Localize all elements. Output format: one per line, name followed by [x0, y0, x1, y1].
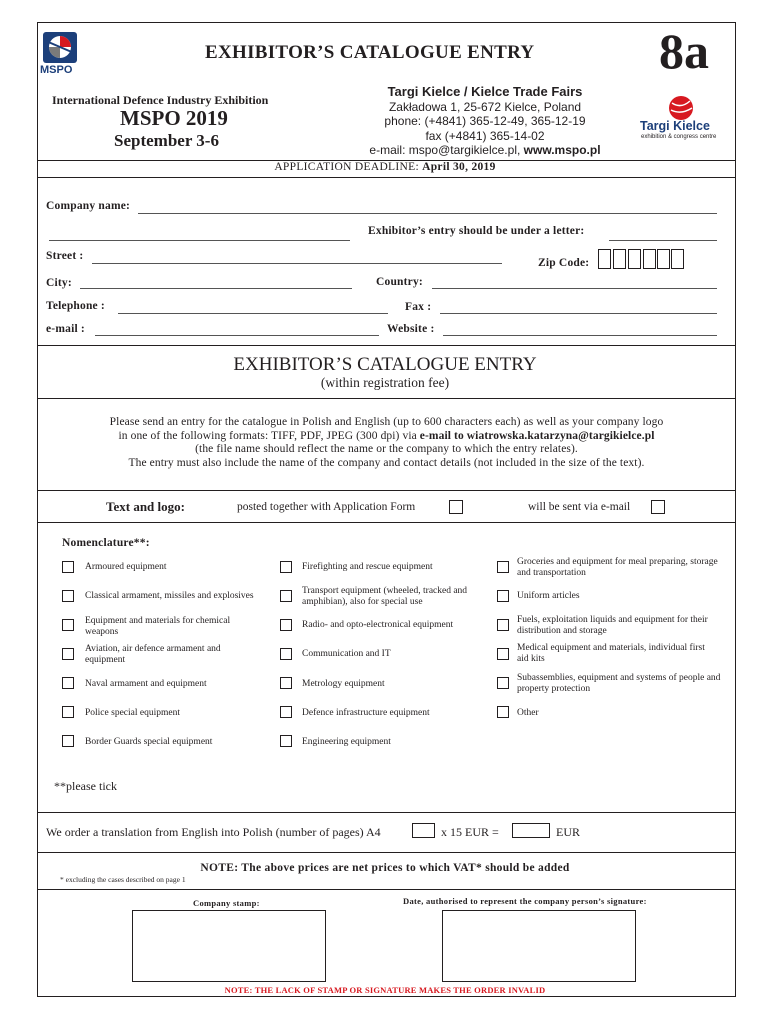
text-logo-label: Text and logo:: [106, 499, 185, 514]
nomenclature-checkbox[interactable]: [62, 619, 74, 631]
nomenclature-item: Radio- and opto-electronical equipment: [302, 620, 454, 630]
instructions-line-3: (the file name should reflect the name or the company to which the entry relates).: [195, 443, 578, 455]
country-field[interactable]: [432, 288, 717, 289]
nomenclature-item: Firefighting and rescue equipment: [302, 562, 433, 572]
note-divider: [37, 889, 736, 890]
instructions-divider: [37, 490, 736, 491]
translation-price: x 15 EUR =: [441, 825, 499, 839]
organizer-website: www.mspo.pl: [523, 143, 601, 157]
nomenclature-item: Metrology equipment: [302, 679, 385, 689]
street-label: Street :: [46, 250, 84, 262]
section-divider: [37, 398, 736, 399]
website-field[interactable]: [443, 335, 717, 336]
section-subtitle: (within registration fee): [320, 375, 450, 390]
exhibition-name: International Defence Industry Exhibition: [52, 93, 269, 107]
deadline-label: APPLICATION DEADLINE:: [274, 161, 423, 173]
translation-total-input[interactable]: [512, 823, 550, 838]
organizer-address: Zakładowa 1, 25-672 Kielce, Poland: [388, 99, 582, 114]
nomenclature-checkbox[interactable]: [280, 590, 292, 602]
text-logo-option-2-label: will be sent via e-mail: [528, 501, 631, 513]
website-label: Website :: [387, 323, 435, 335]
email-label: e-mail :: [46, 323, 85, 335]
nomenclature-item: Engineering equipment: [302, 737, 391, 747]
letter-label: Exhibitor’s entry should be under a letter:: [368, 225, 585, 237]
nomenclature-checkbox[interactable]: [62, 648, 74, 660]
company-name-field[interactable]: [138, 213, 717, 214]
nomenclature-checkbox[interactable]: [280, 735, 292, 747]
section-title: EXHIBITOR’S CATALOGUE ENTRY: [233, 354, 537, 375]
zip-code-label: Zip Code:: [538, 257, 590, 269]
instructions-line-1: Please send an entry for the catalogue in Polish and English (up to 600 characters each) as well as your company logo: [109, 416, 664, 428]
nomenclature-item: Naval armament and equipment: [85, 679, 207, 689]
translation-currency: EUR: [556, 825, 580, 839]
targi-kielce-logo-line2: exhibition & congress centre: [641, 134, 717, 140]
company-stamp-box[interactable]: [132, 910, 326, 982]
nomenclature-checkbox[interactable]: [280, 561, 292, 573]
email-field[interactable]: [95, 335, 379, 336]
signature-box[interactable]: [442, 910, 636, 982]
text-logo-divider: [37, 522, 736, 523]
zip-code-cell-3[interactable]: [628, 249, 641, 269]
nomenclature-heading: Nomenclature**:: [62, 537, 150, 549]
text-logo-option-1-label: posted together with Application Form: [237, 501, 416, 513]
nomenclature-item: Uniform articles: [517, 591, 580, 601]
translation-text: We order a translation from English into Polish (number of pages) A4: [46, 825, 381, 839]
zip-code-cell-6[interactable]: [671, 249, 684, 269]
signature-label: Date, authorised to represent the company person’s signature:: [403, 896, 647, 906]
street-field[interactable]: [92, 263, 502, 264]
nomenclature-checkbox[interactable]: [62, 706, 74, 718]
targi-kielce-logo: [636, 93, 726, 145]
nomenclature-checkbox[interactable]: [497, 706, 509, 718]
organizer-phone: phone: (+4841) 365-12-49, 365-12-19: [384, 114, 586, 128]
instructions: [40, 416, 733, 470]
nomenclature-checkbox[interactable]: [280, 619, 292, 631]
invalid-order-warning: NOTE: THE LACK OF STAMP OR SIGNATURE MAKES THE ORDER INVALID: [224, 985, 546, 995]
event-name: MSPO 2019: [120, 106, 228, 130]
nomenclature-checkbox[interactable]: [497, 590, 509, 602]
nomenclature-item: Equipment and materials for chemical weapons: [85, 616, 231, 637]
zip-code-cell-2[interactable]: [613, 249, 626, 269]
nomenclature-divider: [37, 812, 736, 813]
organizer-contact: [330, 85, 640, 158]
organizer-email: e-mail: mspo@targikielce.pl,: [369, 143, 524, 157]
instructions-line-4: The entry must also include the name of the company and contact details (not included in the size of the text).: [128, 456, 645, 469]
deadline-divider: [37, 177, 736, 178]
nomenclature-checkbox[interactable]: [497, 619, 509, 631]
nomenclature-item: Communication and IT: [302, 649, 391, 659]
telephone-field[interactable]: [118, 313, 388, 314]
zip-code-cell-4[interactable]: [643, 249, 656, 269]
nomenclature-checkbox[interactable]: [62, 677, 74, 689]
nomenclature-checkbox[interactable]: [62, 590, 74, 602]
nomenclature-item: Medical equipment and materials, individual first aid kits: [517, 643, 705, 664]
instructions-line-2: [40, 430, 733, 444]
nomenclature-checkbox[interactable]: [497, 561, 509, 573]
tick-note: **please tick: [54, 779, 117, 793]
zip-code-cell-1[interactable]: [598, 249, 611, 269]
nomenclature-item: Fuels, exploitation liquids and equipment for their distribution and storage: [517, 615, 708, 636]
nomenclature-item: Defence infrastructure equipment: [302, 708, 430, 718]
targi-kielce-logo-line1: Targi Kielce: [640, 119, 710, 133]
page-title: EXHIBITOR’S CATALOGUE ENTRY: [205, 42, 535, 63]
company-name-field-2[interactable]: [49, 240, 350, 241]
instructions-line-2-text: in one of the following formats: TIFF, PDF, JPEG (300 dpi) via: [118, 429, 420, 442]
company-stamp-label: Company stamp:: [193, 898, 260, 908]
company-name-label: Company name:: [46, 200, 131, 212]
instructions-email: e-mail to wiatrowska.katarzyna@targikielce.pl: [419, 429, 655, 442]
nomenclature-checkbox[interactable]: [62, 735, 74, 747]
zip-code-cell-5[interactable]: [657, 249, 670, 269]
nomenclature-item: Groceries and equipment for meal preparing, storage and transportation: [517, 557, 718, 578]
nomenclature-item: Aviation, air defence armament and equipment: [85, 644, 221, 665]
nomenclature-checkbox[interactable]: [62, 561, 74, 573]
mspo-logo: [40, 31, 80, 77]
country-label: Country:: [376, 276, 423, 288]
mspo-logo-text: MSPO: [40, 64, 73, 76]
letter-field[interactable]: [609, 240, 717, 241]
form-code: 8a: [659, 23, 709, 79]
vat-note: NOTE: The above prices are net prices to which VAT* should be added: [200, 862, 570, 874]
event-dates: September 3-6: [114, 131, 219, 150]
translation-pages-input[interactable]: [412, 823, 435, 838]
nomenclature-item: Classical armament, missiles and explosives: [85, 591, 254, 601]
nomenclature-checkbox[interactable]: [280, 648, 292, 660]
text-logo-option-2-checkbox[interactable]: [651, 500, 665, 514]
nomenclature-item: Transport equipment (wheeled, tracked and amphibian), also for special use: [302, 586, 468, 607]
text-logo-option-1-checkbox[interactable]: [449, 500, 463, 514]
organizer-name: Targi Kielce / Kielce Trade Fairs: [387, 84, 583, 99]
nomenclature-checkbox[interactable]: [497, 677, 509, 689]
translation-divider: [37, 852, 736, 853]
deadline-date: April 30, 2019: [422, 161, 496, 173]
fax-field[interactable]: [440, 313, 717, 314]
nomenclature-checkbox[interactable]: [280, 706, 292, 718]
telephone-label: Telephone :: [46, 300, 105, 312]
fields-divider: [37, 345, 736, 346]
city-label: City:: [46, 277, 72, 289]
nomenclature-item: Subassemblies, equipment and systems of people and property protection: [517, 673, 721, 694]
nomenclature-item: Other: [517, 708, 539, 718]
city-field[interactable]: [80, 288, 352, 289]
nomenclature-item: Armoured equipment: [85, 562, 167, 572]
nomenclature-item: Police special equipment: [85, 708, 180, 718]
organizer-email-line: [330, 143, 640, 158]
nomenclature-checkbox[interactable]: [280, 677, 292, 689]
organizer-fax: fax (+4841) 365-14-02: [425, 128, 545, 143]
nomenclature-item: Border Guards special equipment: [85, 737, 213, 747]
nomenclature-checkbox[interactable]: [497, 648, 509, 660]
fax-label: Fax :: [405, 301, 432, 313]
application-deadline: [0, 161, 770, 173]
vat-footnote: * excluding the cases described on page 1: [60, 875, 186, 884]
